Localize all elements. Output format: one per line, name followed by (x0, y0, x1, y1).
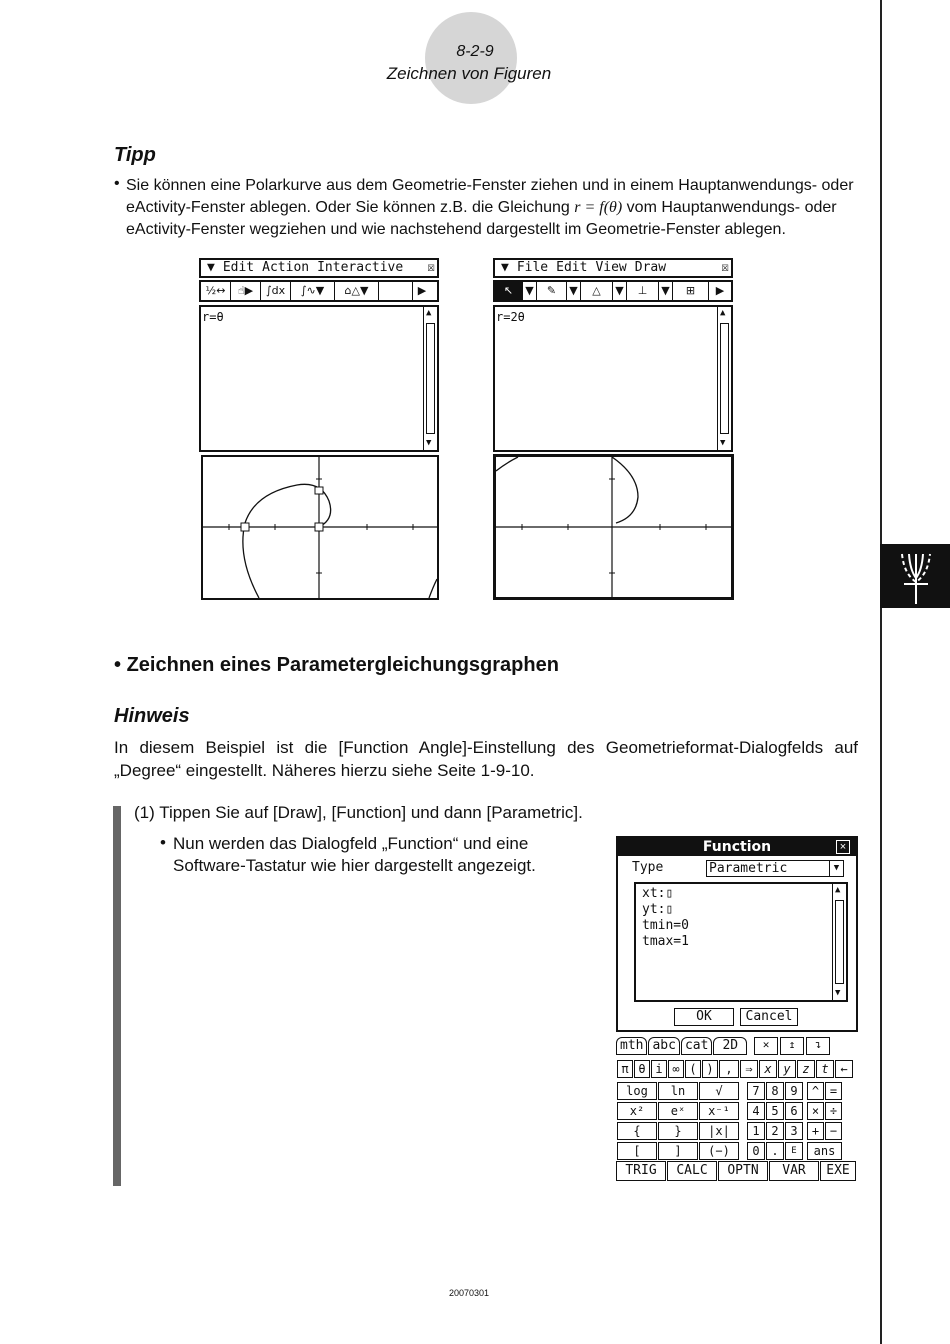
key-trig[interactable]: TRIG (616, 1161, 666, 1181)
dialog-title: Function (618, 838, 856, 856)
key-plus[interactable]: + (807, 1122, 824, 1140)
key-9[interactable]: 9 (785, 1082, 803, 1100)
shift-up-icon[interactable]: ↥ (780, 1037, 804, 1055)
tipp-heading: Tipp (114, 144, 156, 166)
scroll-right-icon: ▶ (417, 284, 427, 297)
key-infinity[interactable]: ∞ (668, 1060, 684, 1078)
step-1-text: (1) Tippen Sie auf [Draw], [Function] und dann [Parametric]. (134, 803, 583, 822)
key-calc[interactable]: CALC (667, 1161, 717, 1181)
key-exe[interactable]: EXE (820, 1161, 856, 1181)
right-toolbar (493, 280, 733, 302)
hand-icon: ☝▶ (231, 282, 261, 300)
page-edge-line (880, 0, 882, 1344)
key-point[interactable]: . (766, 1142, 784, 1160)
scrollbar[interactable]: ▲ ▼ (832, 884, 846, 1000)
chapter-tab (880, 544, 950, 608)
key-1[interactable]: 1 (747, 1122, 765, 1140)
right-editor (493, 305, 733, 452)
polar-graph-left (203, 457, 437, 598)
dropdown-icon: ▼ (567, 282, 581, 300)
type-select[interactable]: Parametric ▼ (706, 860, 844, 877)
menu-interactive: Interactive (317, 260, 404, 275)
key-square[interactable]: x² (617, 1102, 657, 1120)
key-y[interactable]: y (778, 1060, 796, 1078)
dropdown-icon: ▼ (523, 282, 537, 300)
xt-line: xt:▯ (642, 886, 674, 901)
step-bar (113, 806, 121, 1186)
polar-graph-right (496, 457, 731, 597)
dropdown-icon: ▼ (659, 282, 673, 300)
chevron-down-icon: ▼ (829, 861, 843, 876)
dropdown-icon: ▼ (613, 282, 627, 300)
key-log[interactable]: log (617, 1082, 657, 1100)
scrollbar: ▲ ▼ (717, 307, 731, 450)
key-2[interactable]: 2 (766, 1122, 784, 1140)
equation-right: r=2θ (496, 310, 525, 324)
close-keyboard-icon[interactable]: ✕ (754, 1037, 778, 1055)
type-label: Type (632, 860, 664, 875)
key-3[interactable]: 3 (785, 1122, 803, 1140)
key-multiply[interactable]: × (807, 1102, 824, 1120)
parametric-editor[interactable] (634, 882, 848, 1002)
key-brace-close[interactable]: ) (702, 1060, 718, 1078)
close-icon: ☒ (721, 260, 729, 275)
key-ln[interactable]: ln (658, 1082, 698, 1100)
key-x[interactable]: x (759, 1060, 777, 1078)
backspace-icon[interactable]: ← (835, 1060, 853, 1078)
section-heading: • Zeichnen eines Parametergleichungsgraphen (114, 654, 559, 676)
fraction-icon: ½↔ (201, 282, 231, 300)
menu-arrow-icon: ▼ (207, 260, 215, 275)
tmin-line: tmin=0 (642, 918, 689, 933)
right-graph (493, 454, 734, 600)
tab-abc[interactable]: abc (648, 1037, 679, 1055)
blank-tool (379, 282, 413, 300)
key-i[interactable]: i (651, 1060, 667, 1078)
menu-view: View (595, 260, 627, 275)
key-ans[interactable]: ans (807, 1142, 842, 1160)
key-4[interactable]: 4 (747, 1102, 765, 1120)
key-exp[interactable]: eˣ (658, 1102, 698, 1120)
geometry-chapter-icon (896, 548, 936, 606)
menu-arrow-icon: ▼ (501, 260, 509, 275)
keyboard-symbol-row (617, 1060, 854, 1078)
key-t[interactable]: t (816, 1060, 834, 1078)
keyboard-bottom-row (616, 1161, 858, 1181)
cancel-button[interactable]: Cancel (740, 1008, 798, 1026)
left-graph (201, 455, 439, 600)
keyboard-tabs (616, 1037, 860, 1055)
function-dialog (616, 836, 858, 1032)
menu-edit: Edit (222, 260, 255, 275)
keyboard-row-1 (617, 1082, 843, 1100)
key-sqrt[interactable]: √ (699, 1082, 739, 1100)
page-number: 8-2-9 (456, 43, 494, 60)
key-5[interactable]: 5 (766, 1102, 784, 1120)
tipp-text: Sie können eine Polarkurve aus dem Geometrie-Fenster ziehen und in einem Hauptanwendungs- oder eActivity-Fenster ablegen. Oder Sie können z.B. die Gleichung r = f(θ) vom Hauptanwendungs- oder eActivity-Fenster wegziehen und wie nachstehend dargestellt im Geometrie-Fenster ablegen. (126, 177, 854, 238)
key-abs[interactable]: |x| (699, 1122, 739, 1140)
key-comma[interactable]: , (719, 1060, 739, 1078)
keyboard-row-3 (617, 1122, 843, 1140)
key-z[interactable]: z (797, 1060, 815, 1078)
hinweis-text: In diesem Beispiel ist die [Function Angle]-Einstellung des Geometrieformat-Dialogfelds auf „Degree“ eingestellt. Näheres hierzu siehe Seite 1-9-10. (114, 738, 858, 780)
graph-icon: ∫∿▼ (291, 282, 335, 300)
keyboard-row-4 (617, 1142, 843, 1160)
step-1-bullet: • (160, 833, 166, 852)
chapter-title: Zeichnen von Figuren (386, 64, 552, 83)
key-6[interactable]: 6 (785, 1102, 803, 1120)
key-minus[interactable]: − (825, 1122, 842, 1140)
perpendicular-icon: ⊥ (627, 282, 659, 300)
menu-draw: Draw (634, 260, 667, 275)
menu-edit: Edit (556, 260, 588, 275)
key-8[interactable]: 8 (766, 1082, 784, 1100)
triangle-icon: △ (581, 282, 613, 300)
key-bracket-open[interactable]: [ (617, 1142, 657, 1160)
step-1-subtext: Nun werden das Dialogfeld „Function“ und eine Software-Tastatur wie hier dargestellt angezeigt. (173, 834, 536, 875)
key-theta[interactable]: θ (634, 1060, 650, 1078)
tab-mth[interactable]: mth (616, 1037, 647, 1055)
geometry-icon: ⌂△▼ (335, 282, 379, 300)
keyboard-row-2 (617, 1102, 843, 1120)
key-negative[interactable]: (−) (699, 1142, 739, 1160)
key-pi[interactable]: π (617, 1060, 633, 1078)
tipp-bullet: • (114, 175, 120, 192)
left-menubar (199, 258, 439, 278)
key-0[interactable]: 0 (747, 1142, 765, 1160)
grid-icon: ⊞ (673, 282, 709, 300)
key-7[interactable]: 7 (747, 1082, 765, 1100)
tipp-formula: r = f(θ) (574, 199, 623, 216)
enter-icon[interactable]: ↴ (806, 1037, 830, 1055)
tab-cat[interactable]: cat (681, 1037, 712, 1055)
key-equals[interactable]: = (825, 1082, 842, 1100)
key-power[interactable]: ^ (807, 1082, 824, 1100)
pointer-icon: ↖ (495, 282, 523, 300)
key-store[interactable]: ⇒ (740, 1060, 758, 1078)
yt-line: yt:▯ (642, 902, 674, 917)
key-curly-open[interactable]: { (617, 1122, 657, 1140)
equation-left: r=θ (202, 310, 224, 324)
tmax-line: tmax=1 (642, 934, 689, 949)
menu-action: Action (262, 260, 310, 275)
integral-icon: ∫dx (261, 282, 291, 300)
footer-code: 20070301 (448, 1288, 490, 1298)
right-menubar (493, 258, 733, 278)
tab-2d[interactable]: 2D (713, 1037, 747, 1055)
left-editor (199, 305, 439, 452)
close-icon[interactable]: × (836, 840, 850, 854)
key-inverse[interactable]: x⁻¹ (699, 1102, 739, 1120)
key-divide[interactable]: ÷ (825, 1102, 842, 1120)
key-bracket-close[interactable]: ] (658, 1142, 698, 1160)
key-brace-open[interactable]: ( (685, 1060, 701, 1078)
key-curly-close[interactable]: } (658, 1122, 698, 1140)
menu-file: File (516, 260, 549, 275)
ok-button[interactable]: OK (674, 1008, 734, 1026)
scroll-right-icon: ▶ (715, 284, 725, 297)
key-optn[interactable]: OPTN (718, 1161, 768, 1181)
key-exp-e[interactable]: E (785, 1142, 803, 1160)
key-var[interactable]: VAR (769, 1161, 819, 1181)
hinweis-heading: Hinweis (114, 705, 190, 727)
pencil-icon: ✎ (537, 282, 567, 300)
scrollbar: ▲ ▼ (423, 307, 437, 450)
close-icon: ☒ (427, 260, 435, 275)
left-toolbar (199, 280, 439, 302)
